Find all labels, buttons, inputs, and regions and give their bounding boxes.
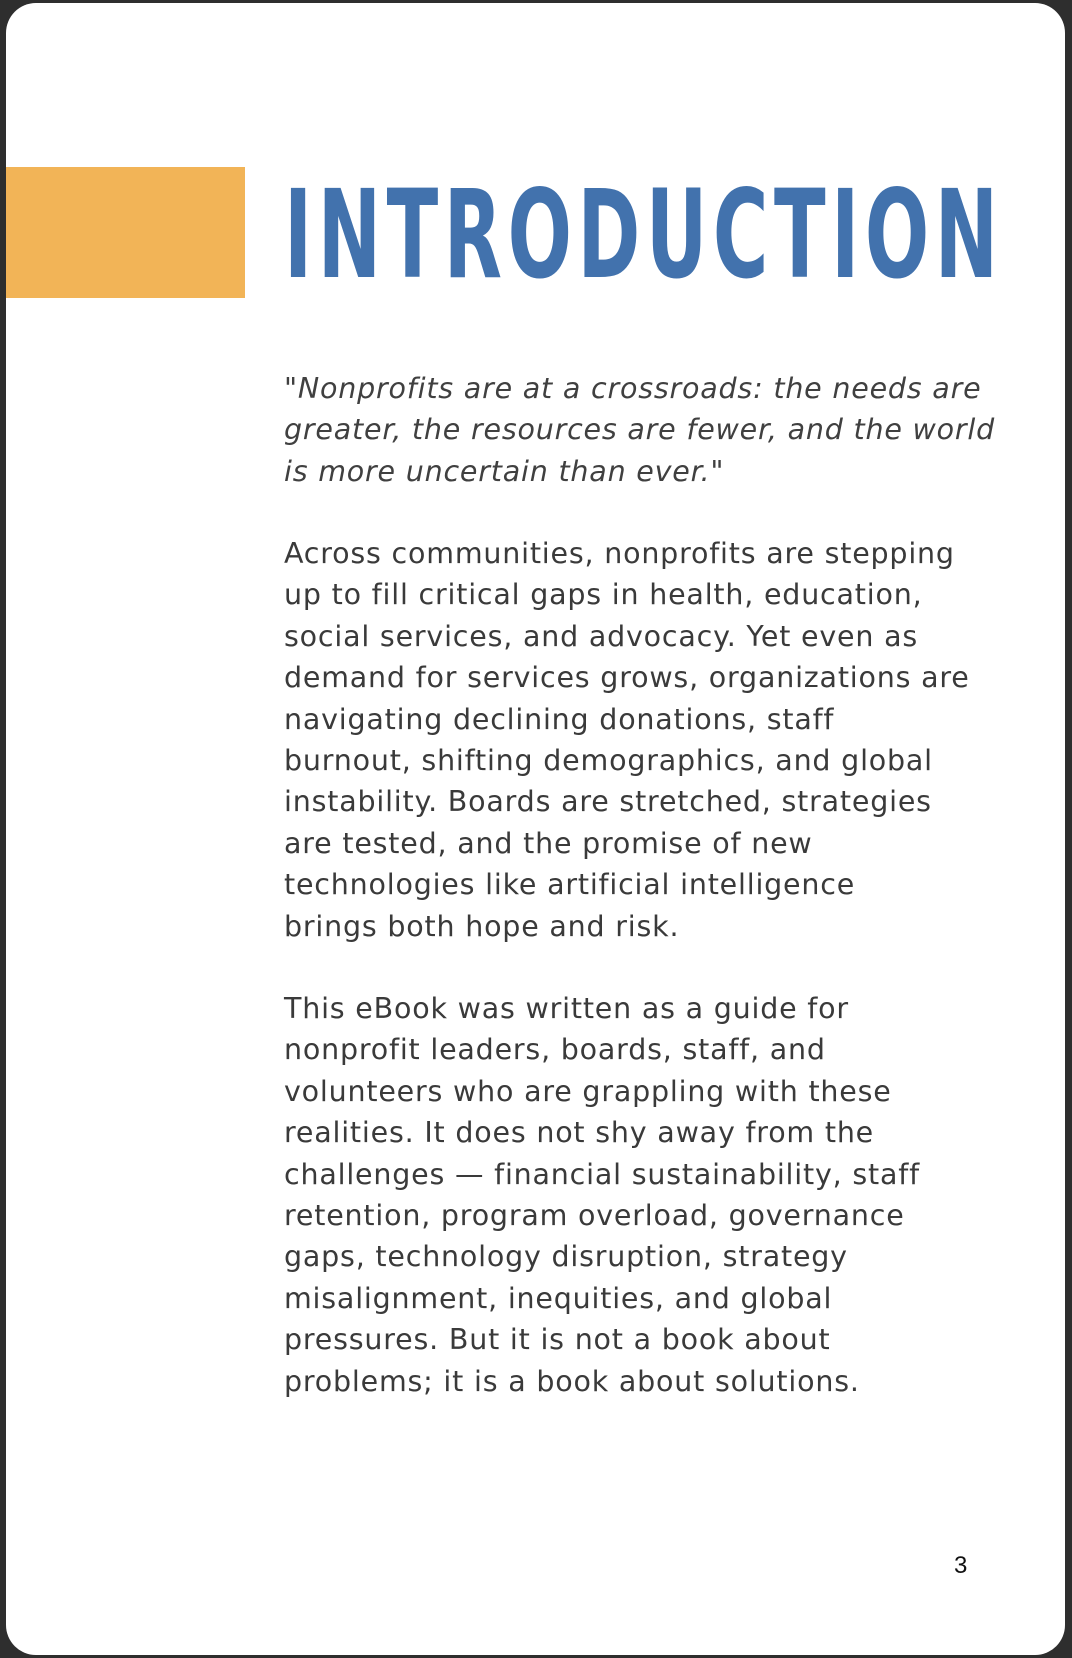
paragraph-line: problems; it is a book about solutions. [284,1364,860,1398]
paragraph-line: brings both hope and risk. [284,909,680,943]
paragraph-line: Across communities, nonprofits are stepping [284,537,955,570]
paragraph-line: nonprofit leaders, boards, staff, and [284,1033,826,1067]
accent-bar [6,167,245,298]
paragraph-line: demand for services grows, organizations are [284,661,970,695]
paragraph-line: social services, and advocacy. Yet even as [284,619,918,653]
intro-quote [284,368,995,492]
paragraph-line: pressures. But it is not a book about [284,1323,831,1357]
paragraph-1 [284,533,984,947]
paragraph-line: technologies like artificial intelligence [284,868,856,902]
quote-line: is more uncertain than ever." [284,454,725,488]
paragraph-line: retention, program overload, governance [284,1199,905,1233]
paragraph-line: challenges — financial sustainability, staff [284,1157,920,1191]
paragraph-line: burnout, shifting demographics, and global [284,744,933,778]
paragraph-line: volunteers who are grappling with these [284,1074,892,1108]
paragraph-line: This eBook was written as a guide for [284,992,849,1025]
paragraph-line: navigating declining donations, staff [284,702,835,736]
paragraph-line: instability. Boards are stretched, strategies [284,785,932,819]
paragraph-line: up to fill critical gaps in health, education, [284,578,923,612]
ebook-page [6,3,1065,1655]
paragraph-line: realities. It does not shy away from the [284,1116,875,1150]
page-number: 3 [954,1552,968,1579]
quote-line: greater, the resources are fewer, and the world [284,413,995,447]
paragraph-2 [284,988,984,1402]
paragraph-line: misalignment, inequities, and global [284,1281,833,1315]
paragraph-line: gaps, technology disruption, strategy [284,1240,848,1274]
page-title: INTRODUCTION [284,164,1004,306]
paragraph-line: are tested, and the promise of new [284,826,813,860]
quote-line: "Nonprofits are at a crossroads: the needs are [284,372,982,405]
